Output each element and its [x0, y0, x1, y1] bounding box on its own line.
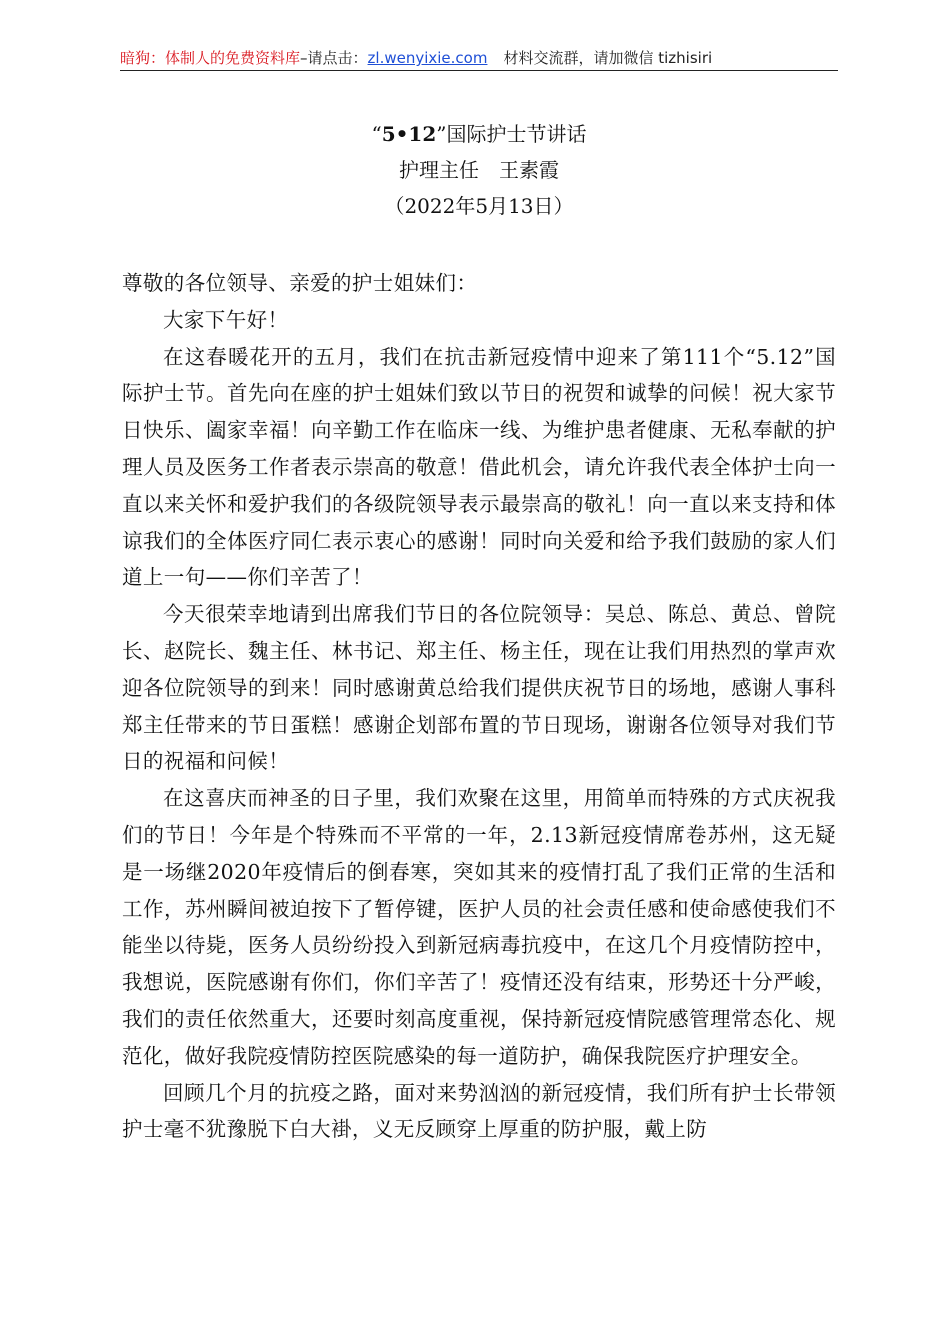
- paragraph-greeting: 大家下午好！: [163, 307, 289, 332]
- paragraph-opening: 在这春暖花开的五月，我们在抗击新冠疫情中迎来了第111个“5.12”国际护士节。首先向在座的护士姐妹们致以节日的祝贺和诚挚的问候！祝大家节日快乐、阖家幸福！向辛勤工作在临床一线、为维护患者健康、无私奉献的护理人员及医务工作者表示崇高的敬意！借此机会，请允许我代表全体护士向一直以来关怀和爱护我们的各级院领导表示最崇高的敬礼！向一直以来支持和体谅我们的全体医疗同仁表示衷心的感谢！同时向关爱和给予我们鼓励的家人们道上一句——你们辛苦了！: [122, 344, 836, 590]
- salutation: 尊敬的各位领导、亲爱的护士姐妹们：: [122, 271, 478, 295]
- title-text: ”国际护士节讲话: [436, 122, 587, 146]
- header-brand: 暗狗：体制人的免费资料库: [120, 49, 301, 67]
- document-title-block: [120, 116, 838, 224]
- paragraph-epidemic: 在这喜庆而神圣的日子里，我们欢聚在这里，用简单而特殊的方式庆祝我们的节日！今年是个特殊而不平常的一年，2.13新冠疫情席卷苏州，这无疑是一场继2020年疫情后的倒春寒，突如其来的疫情打乱了我们正常的生活和工作，苏州瞬间被迫按下了暂停键，医护人员的社会责任感和使命感使我们不能坐以待毙，医务人员纷纷投入到新冠病毒抗疫中，在这几个月疫情防控中，我想说，医院感谢有你们，你们辛苦了！疫情还没有结束，形势还十分严峻，我们的责任依然重大，还要时刻高度重视，保持新冠疫情院感管理常态化、规范化，做好我院疫情防控医院感染的每一道防护，确保我院医疗护理安全。: [122, 786, 836, 1068]
- title-number: 5•12: [381, 122, 437, 146]
- header-link[interactable]: zl.wenyixie.com: [367, 49, 488, 67]
- header-group-text: 材料交流群，请加微信 tizhisiri: [503, 49, 713, 67]
- paragraph-leaders: 今天很荣幸地请到出席我们节日的各位院领导：吴总、陈总、黄总、曾院长、赵院长、魏主任、林书记、郑主任、杨主任，现在让我们用热烈的掌声欢迎各位院领导的到来！同时感谢黄总给我们提供庆祝节日的场地，感谢人事科郑主任带来的节日蛋糕！感谢企划部布置的节日现场，谢谢各位领导对我们节日的祝福和问候！: [122, 602, 836, 774]
- page-header: [120, 46, 838, 70]
- document-author: 护理主任 王素霞: [399, 158, 559, 182]
- paragraph-review: 回顾几个月的抗疫之路，面对来势汹汹的新冠疫情，我们所有护士长带领护士毫不犹豫脱下白大褂，义无反顾穿上厚重的防护服，戴上防: [122, 1080, 836, 1142]
- document-body: [122, 265, 836, 1148]
- header-divider: [120, 70, 838, 71]
- document-title: [120, 116, 838, 152]
- title-open-quote: “: [371, 122, 382, 146]
- header-click-prompt: –请点击：: [300, 49, 368, 67]
- document-date: （2022年5月13日）: [384, 194, 574, 218]
